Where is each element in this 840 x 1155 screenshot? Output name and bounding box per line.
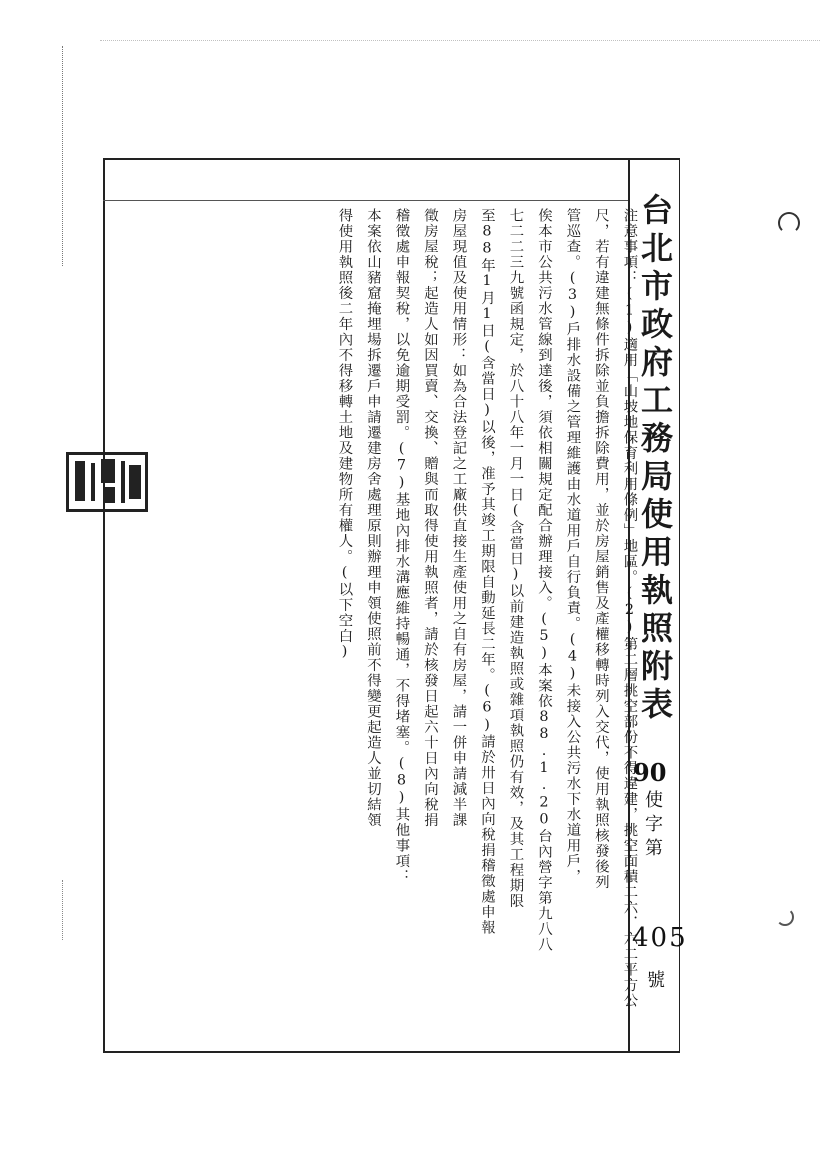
notes-text (330, 208, 644, 1028)
notes-line: 尺，若有違建無條件拆除並負擔拆除費用，並於房屋銷售及產權移轉時列入交代，使用執照核發後列 (593, 208, 609, 890)
notes-line: 徵房屋稅；起造人如因買賣、交換、贈與而取得使用執照者，請於核發日起六十日內向稅捐 (422, 208, 438, 828)
notes-line: 至88年1月1日(含當日)以後，准予其竣工期限自動延長二年。(6)請於卅日內向稅捐稽徵處申報 (479, 208, 495, 936)
scan-mark-circle (778, 212, 800, 234)
document-number: 405 (632, 923, 688, 953)
notes-line: 俟本市公共污水管線到達後，須依相關規定配合辦理接入。(5)本案依88.1.20台內營字第九八八 (536, 208, 552, 953)
document-title: 台北市政府工務局使用執照附表 (636, 193, 674, 725)
scan-noise-left (62, 46, 67, 266)
number-label: 使字第 (642, 790, 663, 862)
notes-line: 管巡查。(3)戶排水設備之管理維護由水道用戶自行負責。(4)未接入公共污水下水道用戶， (564, 208, 581, 885)
notes-line: 本案依山豬窟掩埋場拆遷戶申請遷建房舍處理原則辦理申領使照前不得變更起造人並切結領 (365, 208, 381, 828)
scan-noise-left-lower (62, 880, 67, 940)
notes-line: 注意事項：(1)適用「山坡地保育利用條例」地區。(2)第二層挑空部份不得違建，挑空面積二六．六二平方公 (621, 208, 638, 1009)
number-prefix: 90 (633, 758, 667, 787)
notes-line: 得使用執照後二年內不得移轉土地及建物所有權人。(以下空白) (336, 208, 353, 661)
number-suffix: 號 (644, 970, 665, 988)
scan-mark-arc (776, 908, 794, 926)
scan-noise-top (100, 40, 820, 47)
notes-line: 房屋現值及使用情形：如為合法登記之工廠供直接生產使用之自有房屋，請一併申請減半課 (450, 208, 467, 828)
content-top-rule (103, 200, 628, 201)
notes-line: 稽徵處申報契稅，以免逾期受罰。(7)基地內排水溝應維持暢通，不得堵塞。(8)其他事項： (393, 208, 410, 885)
notes-line: 七二二三九號函規定，於八十八年一月一日(含當日)以前建造執照或雜項執照仍有效，及其工程期限 (507, 208, 524, 909)
official-seal-stamp (66, 452, 148, 512)
